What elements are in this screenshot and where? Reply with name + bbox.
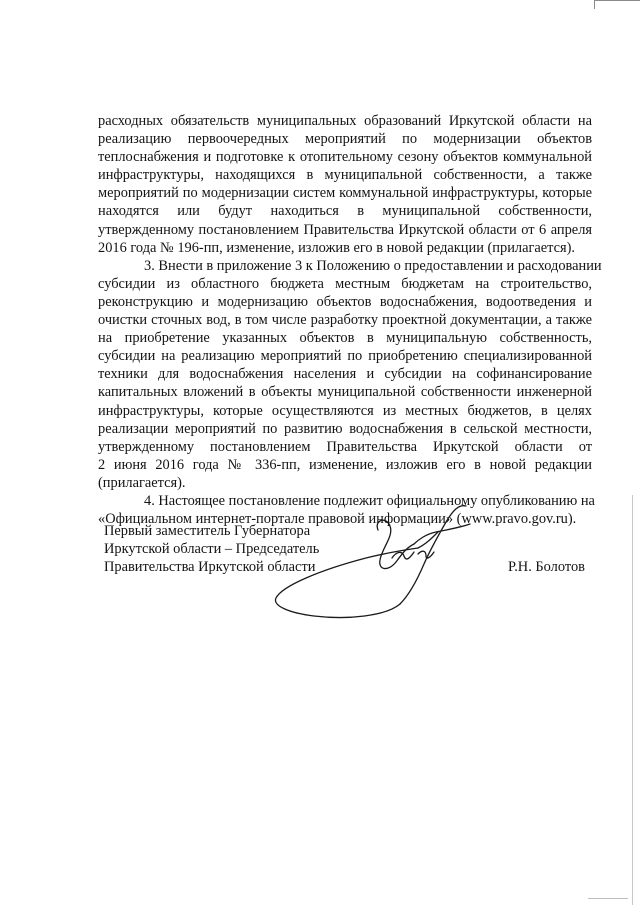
text-line: теплоснабжения и подготовке к отопительному сезону объектов коммунальной xyxy=(98,149,592,166)
text-line: техники для водоснабжения населения и субсидии на софинансирование xyxy=(98,366,592,383)
paragraph-continuation xyxy=(98,112,592,257)
text-line: инфраструктуры, которые осуществляются из местных бюджетов, в целях xyxy=(98,402,592,419)
text-line: расходных обязательств муниципальных образований Иркутской области на xyxy=(98,113,592,129)
signatory-position-line: Правительства Иркутской области xyxy=(104,559,316,576)
text-line: 2016 года № 196-пп, изменение, изложив его в новой редакции (прилагается). xyxy=(98,239,575,256)
signatory-position-line: Первый заместитель Губернатора xyxy=(104,523,311,539)
text-line: «Официальном интернет-портале правовой информации» (www.pravo.gov.ru). xyxy=(98,511,577,528)
text-line: капитальных вложений в объекты муниципальной собственности инженерной xyxy=(98,384,592,401)
scan-edge-mark xyxy=(594,0,640,9)
text-line: утвержденному постановлением Правительства Иркутской области от xyxy=(98,438,592,455)
paragraph-item-3 xyxy=(98,257,602,492)
text-line: 2 июня 2016 года № 336-пп, изменение, изложив его в новой редакции xyxy=(98,456,592,473)
text-line: на приобретение указанных объектов в муниципальную собственность, xyxy=(98,330,592,347)
text-line: (прилагается). xyxy=(98,474,186,491)
handwritten-signature xyxy=(268,498,478,622)
text-line: мероприятий по модернизации систем коммунальной инфраструктуры, которые xyxy=(98,185,592,202)
text-line: инфраструктуры, находящихся в муниципальной собственности, а также xyxy=(98,167,592,184)
text-line: 3. Внести в приложение 3 к Положению о предоставлении и расходовании xyxy=(144,257,602,274)
text-line: реализацию первоочередных мероприятий по модернизации объектов xyxy=(98,131,592,148)
text-line: реализации мероприятий по развитию водоснабжения в сельской местности, xyxy=(98,420,592,437)
signatory-position-line: Иркутской области – Председатель xyxy=(104,541,320,558)
text-line: реконструкцию и модернизацию объектов водоснабжения, водоотведения и xyxy=(98,293,592,310)
document-body xyxy=(98,112,602,528)
text-line: очистки сточных вод, в том числе разработку проектной документации, а также xyxy=(98,312,592,329)
text-line: субсидии из областного бюджета местным бюджетам на строительство, xyxy=(98,275,592,292)
text-line: находятся или будут находиться в муниципальной собственности, xyxy=(98,203,592,220)
text-line: утвержденному постановлением Правительства Иркутской области от 6 апреля xyxy=(98,221,592,238)
text-line: 4. Настоящее постановление подлежит официальному опубликованию на xyxy=(144,492,595,509)
scan-edge-mark xyxy=(588,888,628,899)
scan-edge-line xyxy=(632,495,633,905)
signatory-name: Р.Н. Болотов xyxy=(508,559,585,575)
text-line: субсидии на реализацию мероприятий по приобретению специализированной xyxy=(98,348,592,365)
